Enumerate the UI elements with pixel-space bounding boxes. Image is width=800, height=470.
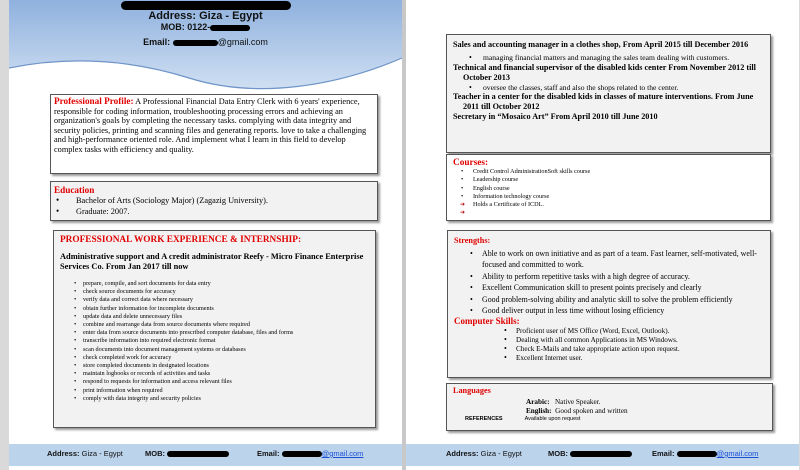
footer-mob: MOB: <box>548 449 632 458</box>
list-item: • Good deliver output in less time without losing efficiency <box>454 305 764 316</box>
list-item: • Ability to perform repetitive tasks with a high degree of accuracy. <box>454 271 764 282</box>
courses-list <box>453 168 764 209</box>
education-box <box>50 181 378 221</box>
references-row: REFERENCES Available upon request <box>465 416 581 422</box>
job-title: Sales and accounting manager in a clothes shop, From April 2015 till December 2016 <box>453 40 749 49</box>
languages-heading: Languages <box>453 386 491 395</box>
list-item: • maintain logbooks or records of activities and tasks <box>60 370 369 378</box>
list-item: • update data and delete unnecessary files <box>60 313 369 321</box>
profile-body: A Professional Financial Data Entry Clerk with 6 years' experience, responsible for coding information, troubleshooting processing errors and achieving an organization's goals by completing the necessary tasks. complying with data integrity and security policies, printing and scanning files and generating reports. love to take a challenging and high-performance oriented role. And implement what I learn in this field to develop complex tasks with efficiency and quality. <box>54 97 367 154</box>
header-email: Email: @gmail.com <box>143 37 268 47</box>
list-item: • Graduate: 2007. <box>54 206 374 217</box>
job-duties-list <box>453 53 764 62</box>
list-item: • English course <box>453 185 764 193</box>
list-item: • Excellent Internet user. <box>454 354 764 363</box>
language-arabic: Arabic: Native Speaker. <box>526 398 601 406</box>
profile-box <box>50 94 378 174</box>
footer-mob: MOB: <box>145 449 229 458</box>
footer-address: Address: Giza - Egypt <box>446 449 522 458</box>
profile-heading: Professional Profile: <box>54 96 134 106</box>
computer-skills-heading: Computer Skills: <box>454 316 520 327</box>
list-item: • check completed work for accuracy <box>60 354 369 362</box>
list-item: • Proficient user of MS Office (Word, Excel, Outlook). <box>454 327 764 336</box>
list-item: • Good problem-solving ability and analytic skill to solve the problem efficiently <box>454 294 764 305</box>
list-item: • Information technology course <box>453 193 764 201</box>
courses-box <box>446 154 771 221</box>
resume-page-1 <box>9 0 402 470</box>
list-item: • combine and rearrange data from source documents where required <box>60 321 369 329</box>
list-item: • store completed documents in designated locations <box>60 362 369 370</box>
strengths-list <box>454 248 764 316</box>
strengths-heading: Strengths: <box>454 236 491 245</box>
page-footer <box>9 444 402 466</box>
languages-box <box>446 383 773 431</box>
education-heading: Education <box>54 185 95 195</box>
list-item: • Leadership course <box>453 176 764 184</box>
job-title: Teacher in a center for the disabled kids in classes of mature interventions. From June 2011 till October 2012 <box>453 92 754 112</box>
language-english: English: Good spoken and written <box>526 407 628 415</box>
footer-email-link[interactable]: @gmail.com <box>321 449 364 458</box>
courses-heading: Courses: <box>453 158 489 168</box>
list-item: • oversee the classes, staff and also the shops related to the center. <box>453 83 764 92</box>
list-item: • verify data and correct data where necessary <box>60 296 369 304</box>
list-item: • Able to work on own initiative and as part of a team. Fast learner, self-motivated, well-focused and committed to work. <box>454 248 764 271</box>
list-item: • managing financial matters and managing the sales team dealing with customers. <box>453 53 764 62</box>
list-item: • print information when required <box>60 387 369 395</box>
header-address: Address: Giza - Egypt <box>148 10 263 22</box>
strengths-box <box>447 230 771 378</box>
list-item: • enter data from source documents into prescribed computer database, files and forms <box>60 329 369 337</box>
education-list <box>54 195 374 217</box>
job-title: Secretary in “Mosaico Art” From April 2010 till June 2010 <box>453 111 658 121</box>
computer-skills-list <box>454 327 764 362</box>
profile-text <box>54 97 374 155</box>
list-item: • Credit Control AdministrationSoft skills course <box>453 168 764 176</box>
page-footer <box>406 444 799 466</box>
footer-email-link[interactable]: @gmail.com <box>716 449 759 458</box>
list-item: • Excellent Communication skill to present points precisely and clearly <box>454 282 764 293</box>
footer-email: Email: @gmail.com <box>652 449 759 458</box>
list-item: • Bachelor of Arts (Sociology Major) (Zagazig University). <box>54 195 374 206</box>
list-item: • scan documents into document management systems or databases <box>60 346 369 354</box>
job-duties-list <box>453 83 764 92</box>
experience-role: Administrative support and A credit administrator Reefy - Micro Finance Enterprise Services Co. From Jan 2017 till now <box>60 252 364 271</box>
experience-heading: PROFESSIONAL WORK EXPERIENCE & INTERNSHIP: <box>60 235 302 245</box>
list-item: • Check E-Mails and take appropriate action upon request. <box>454 345 764 354</box>
list-item: • transcribe information into required electronic format <box>60 337 369 345</box>
list-item: • prepare, compile, and sort documents for data entry <box>60 280 369 288</box>
list-item: • respond to requests for information and access relevant files <box>60 378 369 386</box>
list-item: • comply with data integrity and security policies <box>60 395 369 403</box>
experience-box <box>53 230 376 428</box>
list-item: • Dealing with all common Applications in MS Windows. <box>454 336 764 345</box>
job-title: Technical and financial supervisor of the disabled kids center From November 2012 till October 2013 <box>453 62 756 82</box>
header-mob: MOB: 0122- <box>9 22 402 32</box>
list-item: ➔ Holds a Certificate of ICDL. <box>453 201 764 209</box>
footer-email: Email: @gmail.com <box>257 449 364 458</box>
footer-address: Address: Giza - Egypt <box>47 449 123 458</box>
resume-page-2 <box>406 0 799 470</box>
list-item: • obtain further information for incomplete documents <box>60 305 369 313</box>
jobs-box <box>446 34 771 153</box>
list-item: • check source documents for accuracy <box>60 288 369 296</box>
experience-list <box>60 280 369 403</box>
